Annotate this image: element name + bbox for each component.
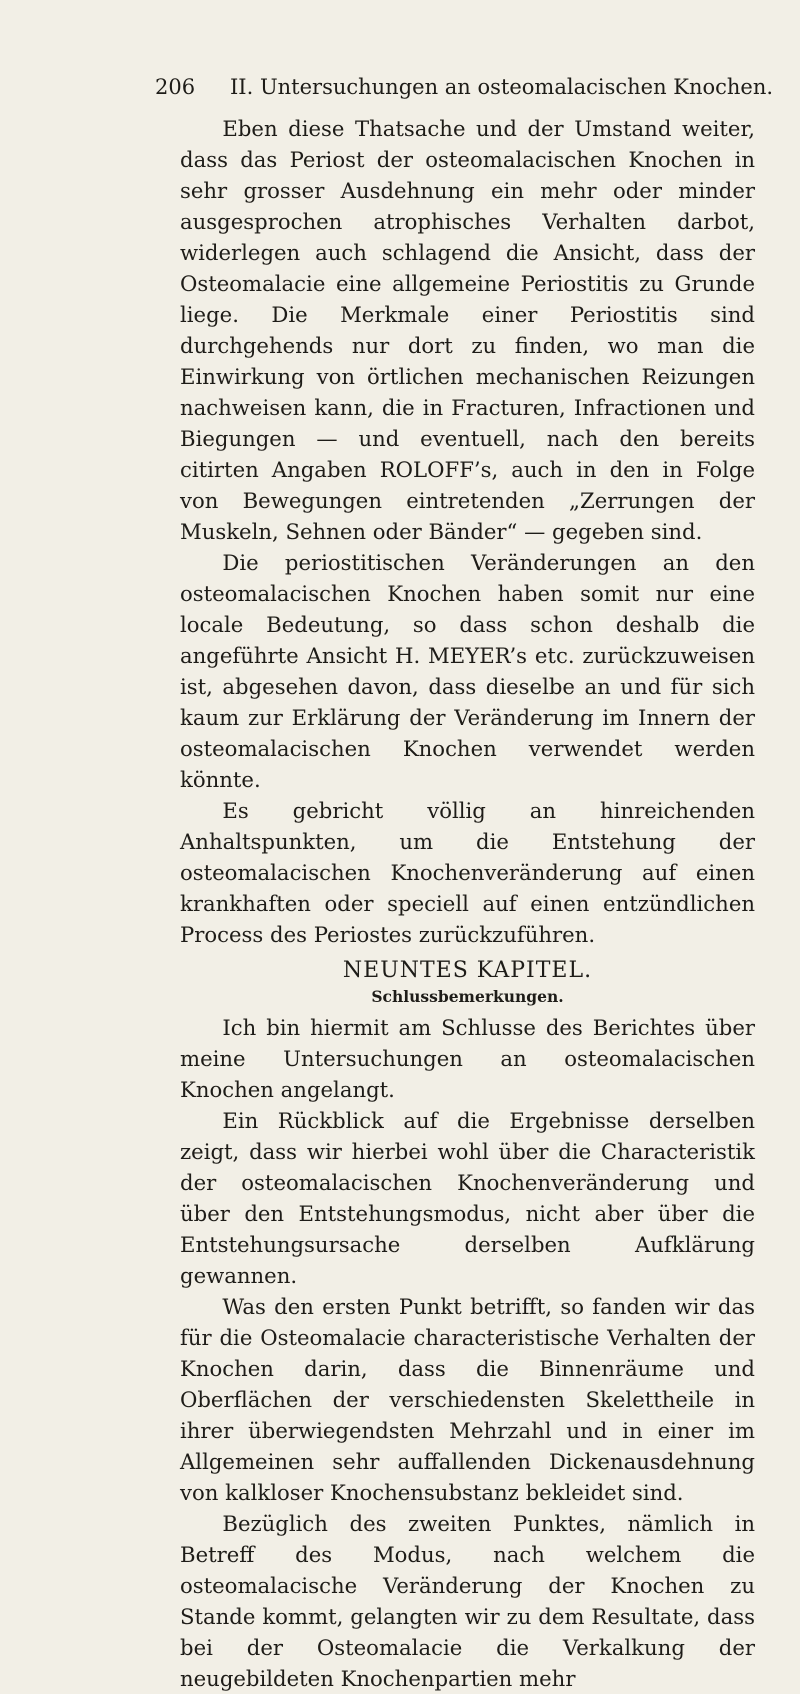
page-number: 206 [155, 75, 196, 99]
paragraph: Es gebricht völlig an hinreichenden Anhaltspunkten, um die Entstehung der osteomalacischen Knochenveränderung auf einen krankhaften oder speciell auf einen entzündlichen Process des Periostes zurückzuführen. [180, 798, 755, 947]
paragraph: Die periostitischen Veränderungen an den osteomalacischen Knochen haben somit nur eine locale Bedeutung, so dass schon deshalb die angeführte Ansicht H. MEYER’s etc. zurückzuweisen ist, abgesehen davon, dass dieselbe an und für sich kaum zur Erklärung der Veränderung im Innern der osteomalacischen Knochen verwendet werden könnte. [180, 550, 755, 792]
body-text [180, 113, 755, 1694]
page-header [155, 72, 775, 102]
paragraph: Eben diese Thatsache und der Umstand weiter, dass das Periost der osteomalacischen Knochen in sehr grosser Ausdehnung ein mehr oder minder ausgesprochen atrophisches Verhalten darbot, widerlegen auch schlagend die Ansicht, dass der Osteomalacie eine allgemeine Periostitis zu Grunde liege. Die Merkmale einer Periostitis sind durchgehends nur dort zu finden, wo man die Einwirkung von örtlichen mechanischen Reizungen nachweisen kann, die in Fracturen, Infractionen und Biegungen — und eventuell, nach den bereits citirten Angaben ROLOFF’s, auch in den in Folge von Bewegungen eintretenden „Zerrungen der Muskeln, Sehnen oder Bänder“ — gegeben sind. [180, 116, 755, 544]
chapter-subtitle: Schlussbemerkungen. [371, 987, 564, 1006]
chapter-title: NEUNTES KAPITEL. [342, 958, 593, 983]
paragraph: Ich bin hiermit am Schlusse des Berichtes über meine Untersuchungen an osteomalacischen Knochen angelangt. [180, 1015, 755, 1102]
running-title: II. Untersuchungen an osteomalacischen Knochen. [230, 75, 774, 99]
paragraph: Was den ersten Punkt betrifft, so fanden wir das für die Osteomalacie characteristische Verhalten der Knochen darin, dass die Binnenräume und Oberflächen der verschiedensten Skelettheile in ihrer überwiegendsten Mehrzahl und in einer im Allgemeinen sehr auffallenden Dickenausdehnung von kalkloser Knochensubstanz bekleidet sind. [180, 1294, 755, 1505]
paragraph: Ein Rückblick auf die Ergebnisse derselben zeigt, dass wir hierbei wohl über die Characteristik der osteomalacischen Knochenveränderung und über den Entstehungsmodus, nicht aber über die Entstehungsursache derselben Aufklärung gewannen. [180, 1108, 755, 1288]
paragraph: Bezüglich des zweiten Punktes, nämlich in Betreff des Modus, nach welchem die osteomalacische Veränderung der Knochen zu Stande kommt, gelangten wir zu dem Resultate, dass bei der Osteomalacie die Verkalkung der neugebildeten Knochenpartien mehr [180, 1511, 755, 1691]
